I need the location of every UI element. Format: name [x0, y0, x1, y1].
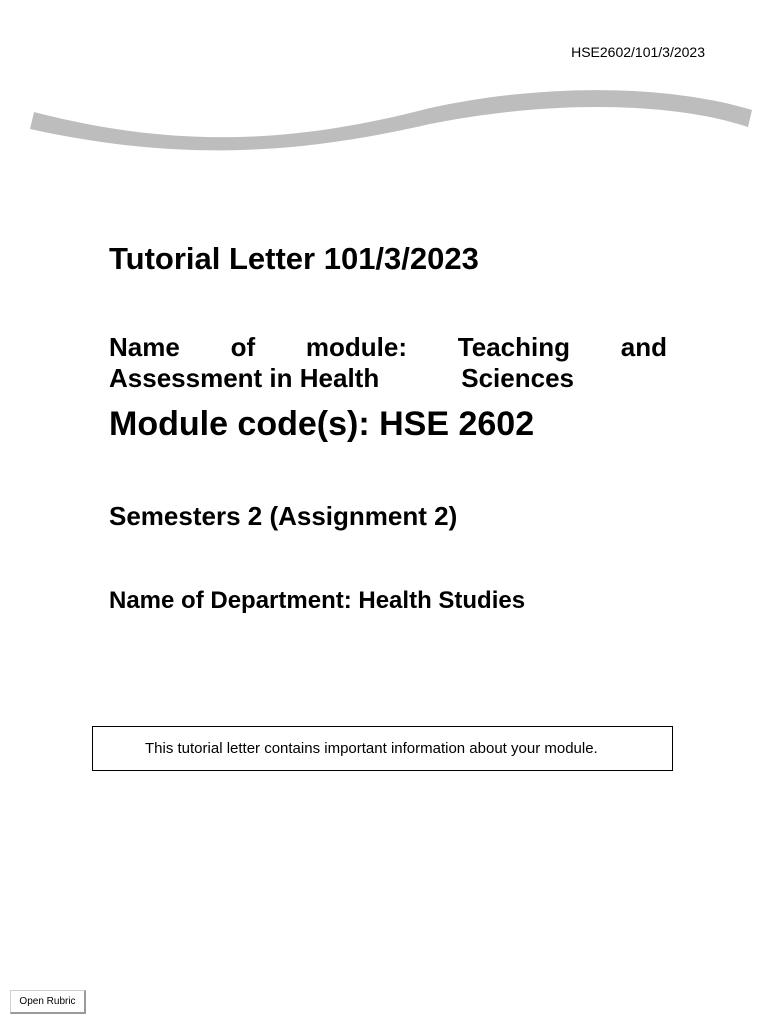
module-name-word: Name	[109, 332, 180, 362]
module-name-word: of	[230, 332, 256, 362]
department-name: Name of Department: Health Studies	[109, 587, 526, 614]
module-name-word: and	[620, 332, 667, 362]
document-title: Tutorial Letter 101/3/2023	[109, 241, 479, 276]
info-box	[92, 726, 673, 771]
module-name-word: Assessment in Health	[109, 363, 380, 393]
module-name-word: Teaching	[457, 332, 570, 362]
semester-info: Semesters 2 (Assignment 2)	[109, 501, 458, 531]
open-rubric-button[interactable]	[10, 990, 86, 1014]
module-name-word: module:	[305, 332, 408, 362]
module-name-line-1	[109, 332, 667, 363]
module-code: Module code(s): HSE 2602	[109, 405, 535, 443]
module-name	[109, 332, 667, 394]
module-name-word: Sciences	[461, 363, 574, 393]
info-box-text: This tutorial letter contains important information about your module.	[145, 740, 598, 757]
document-reference-code: HSE2602/101/3/2023	[571, 44, 705, 60]
swoosh-shape	[30, 90, 752, 150]
module-name-line-2	[109, 363, 574, 394]
decorative-swoosh	[0, 70, 768, 170]
open-rubric-label: Open Rubric	[19, 996, 76, 1007]
